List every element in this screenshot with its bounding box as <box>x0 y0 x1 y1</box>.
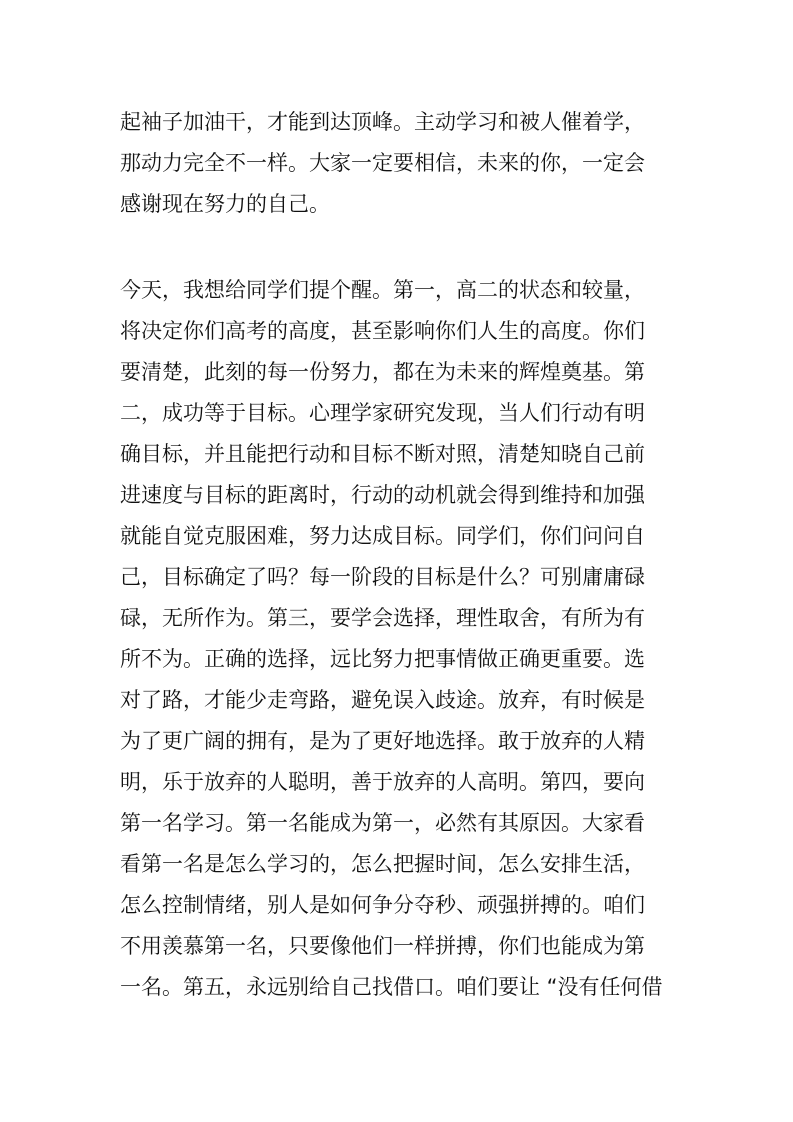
text-line: 第一名学习。第一名能成为第一，必然有其原因。大家看 <box>120 811 645 835</box>
text-line: 一名。第五，永远别给自己找借口。咱们要让 “没有任何借 <box>120 975 663 999</box>
text-line: 进速度与目标的距离时，行动的动机就会得到维持和加强 <box>120 483 645 507</box>
text-line: 感谢现在努力的自己。 <box>120 192 330 216</box>
text-line: 碌，无所作为。第三，要学会选择，理性取舍，有所为有 <box>120 606 645 630</box>
text-line: 己，目标确定了吗？每一阶段的目标是什么？可别庸庸碌 <box>120 565 645 589</box>
paragraph-1 <box>120 102 680 225</box>
text-line: 所不为。正确的选择，远比努力把事情做正确更重要。选 <box>120 647 645 671</box>
text-line: 明，乐于放弃的人聪明，善于放弃的人高明。第四，要向 <box>120 770 645 794</box>
text-line: 将决定你们高考的高度，甚至影响你们人生的高度。你们 <box>120 319 645 343</box>
text-line: 不用羡慕第一名，只要像他们一样拼搏，你们也能成为第 <box>120 934 645 958</box>
text-line: 为了更广阔的拥有，是为了更好地选择。敢于放弃的人精 <box>120 729 645 753</box>
text-line: 对了路，才能少走弯路，避免误入歧途。放弃，有时候是 <box>120 688 645 712</box>
text-line: 今天，我想给同学们提个醒。第一，高二的状态和较量， <box>120 278 645 302</box>
text-line: 怎么控制情绪，别人是如何争分夺秒、顽强拼搏的。咱们 <box>120 893 645 917</box>
text-line: 起袖子加油干，才能到达顶峰。主动学习和被人催着学， <box>120 110 645 134</box>
text-line: 确目标，并且能把行动和目标不断对照，清楚知晓自己前 <box>120 442 645 466</box>
paragraph-2 <box>120 270 680 1008</box>
text-line: 就能自觉克服困难，努力达成目标。同学们，你们问问自 <box>120 524 645 548</box>
text-line: 那动力完全不一样。大家一定要相信，未来的你，一定会 <box>120 151 645 175</box>
text-line: 要清楚，此刻的每一份努力，都在为未来的辉煌奠基。第 <box>120 360 645 384</box>
text-line: 看第一名是怎么学习的，怎么把握时间，怎么安排生活， <box>120 852 645 876</box>
text-line: 二，成功等于目标。心理学家研究发现，当人们行动有明 <box>120 401 645 425</box>
